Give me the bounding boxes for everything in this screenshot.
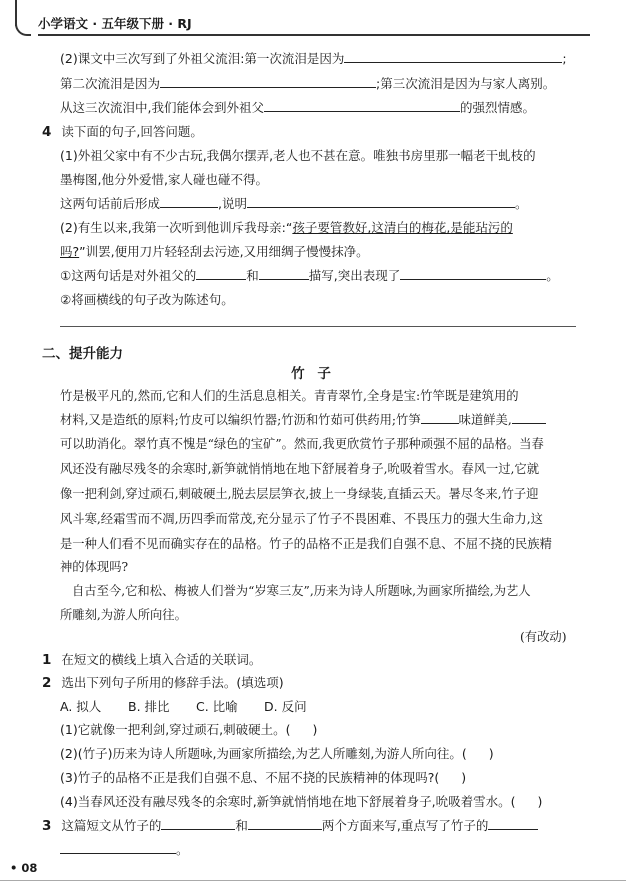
answer-blank[interactable] (247, 195, 515, 208)
answer-blank[interactable] (160, 195, 218, 208)
task-text: 。 (176, 842, 189, 857)
task-text: 这篇短文从竹子的 (61, 818, 162, 833)
q4-p1-line1: (1)外祖父家中有不少古玩,我偶尔摆弄,老人也不甚在意。唯独书房里那一幅老干虬枝的 (60, 148, 536, 163)
answer-blank[interactable] (248, 817, 322, 830)
q4-sub2: ②将画横线的句子改为陈述句。 (60, 292, 234, 307)
story-line (60, 410, 546, 428)
section-title: 二、提升能力 (42, 346, 123, 362)
answer-blank[interactable] (512, 411, 546, 424)
task-text: ) (537, 794, 543, 809)
q4-sub1 (60, 266, 559, 284)
answer-blank[interactable] (488, 817, 538, 830)
q4-text: ”训罢,便用刀片轻轻刮去污迹,又用细绸子慢慢抹净。 (79, 244, 369, 259)
task-number: 1 (42, 652, 52, 668)
q4-prompt: 读下面的句子,回答问题。 (61, 124, 203, 139)
answer-blank[interactable] (259, 267, 309, 280)
q3-text: ; (562, 51, 567, 66)
task-2 (42, 673, 284, 691)
task-2-item-2 (60, 744, 494, 762)
story-line: 所雕刻,为游人所向往。 (60, 608, 187, 622)
task-text: 和 (235, 818, 248, 833)
answer-blank[interactable] (344, 50, 562, 63)
q4-text: ,说明 (218, 196, 247, 211)
q3-line2 (60, 74, 555, 92)
task-text: (1)它就像一把利剑,穿过顽石,刺破硬土。( (60, 722, 291, 737)
underlined-sentence: 吗? (60, 244, 80, 259)
answer-blank[interactable] (400, 267, 546, 280)
q4-text: 描写,突出表现了 (308, 268, 401, 283)
q4-p2-line2 (60, 242, 369, 260)
task-text: (3)竹子的品格不正是我们自强不息、不屈不挠的民族精神的体现吗?( (60, 770, 440, 785)
corner-curve (15, 20, 31, 36)
task-3-cont (60, 840, 189, 858)
story-line: 是一种人们看不见而确实存在的品格。竹子的品格不正是我们自强不息、不屈不挠的民族精 (60, 537, 552, 551)
q4-text: 。 (515, 196, 528, 211)
story-line: 可以助消化。翠竹真不愧是“绿色的宝矿”。然而,我更欣赏竹子那种顽强不屈的品格。当春 (60, 437, 544, 451)
task-text: ) (312, 722, 318, 737)
task-text: ) (461, 770, 467, 785)
story-line: 自古至今,它和松、梅被人们誉为“岁寒三友”,历来为诗人所题咏,为画家所描绘,为艺人 (72, 584, 531, 598)
q4-heading (42, 122, 203, 140)
q4-p2-line1 (60, 218, 513, 236)
story-title: 竹 子 (291, 366, 335, 382)
answer-blank[interactable] (196, 267, 246, 280)
q4-text: (2)有生以来,我第一次听到他训斥我母亲:“ (60, 220, 293, 235)
task-text: 在短文的横线上填入合适的关联词。 (61, 652, 262, 667)
q4-number: 4 (42, 124, 52, 140)
task-text: 两个方面来写,重点写了竹子的 (321, 818, 489, 833)
q3-text: 从这三次流泪中,我们能体会到外祖父 (60, 100, 264, 115)
task-3 (42, 816, 538, 834)
q3-text: ;第三次流泪是因为与家人离别。 (376, 76, 556, 91)
q4-text: 这两句话前后形成 (60, 196, 161, 211)
task-2-item-1 (60, 720, 317, 738)
q4-text: ①这两句话是对外祖父的 (60, 268, 197, 283)
q3-text: 的强烈情感。 (459, 100, 535, 115)
answer-blank[interactable] (161, 817, 235, 830)
answer-blank[interactable] (60, 841, 176, 854)
q4-p1-line3 (60, 194, 528, 212)
answer-blank[interactable] (264, 99, 460, 112)
story-line: 风斗寒,经霜雪而不凋,历四季而常茂,充分显示了竹子不畏困难、不畏压力的强大生命力,这 (60, 512, 543, 526)
q3-text: 第二次流泪是因为 (60, 76, 161, 91)
answer-blank[interactable] (421, 411, 459, 424)
task-text: (4)当春风还没有融尽残冬的余寒时,新笋就悄悄地在地下舒展着身子,吮吸着雪水。( (60, 794, 516, 809)
option-c: C. 比喻 (196, 699, 238, 714)
story-line: 风还没有融尽残冬的余寒时,新笋就悄悄地在地下舒展着身子,吮吸着雪水。春风一过,它就 (60, 462, 540, 476)
answer-line[interactable] (60, 326, 576, 327)
task-number: 2 (42, 675, 52, 691)
story-line: 竹是极平凡的,然而,它和人们的生活息息相关。青青翠竹,全身是宝:竹竿既是建筑用的 (60, 389, 519, 403)
q3-text: (2)课文中三次写到了外祖父流泪:第一次流泪是因为 (60, 51, 345, 66)
story-note: (有改动) (520, 630, 567, 644)
story-line: 神的体现吗? (60, 560, 129, 574)
option-b: B. 排比 (128, 699, 170, 714)
task-number: 3 (42, 818, 52, 834)
option-d: D. 反问 (264, 699, 307, 714)
task-text: ) (488, 746, 494, 761)
story-line: 像一把利剑,穿过顽石,刺破硬土,脱去层层笋衣,披上一身绿装,直插云天。暑尽冬来,竹子迎 (60, 487, 539, 501)
underlined-sentence: 孩子要管教好,这清白的梅花,是能玷污的 (292, 220, 513, 235)
q4-text: 和 (246, 268, 259, 283)
task-text: (2)(竹子)历来为诗人所题咏,为画家所描绘,为艺人所雕刻,为游人所向往。( (60, 746, 467, 761)
q4-p1-line2: 墨梅图,他分外爱惜,家人碰也碰不得。 (60, 172, 268, 187)
q3-line3 (60, 98, 535, 116)
header-rule (38, 34, 590, 36)
story-text: 味道鲜美, (458, 413, 512, 427)
task-1 (42, 650, 261, 668)
answer-blank[interactable] (160, 75, 376, 88)
header-title: 小学语文 · 五年级下册 · RJ (38, 16, 192, 31)
bottom-rule (0, 880, 626, 881)
page-number: • 08 (10, 861, 38, 875)
task-text: 选出下列句子所用的修辞手法。(填选项) (61, 675, 284, 690)
task-2-item-3 (60, 768, 466, 786)
task-2-item-4 (60, 792, 542, 810)
q4-text: 。 (546, 268, 559, 283)
q3-line1 (60, 49, 567, 67)
option-a: A. 拟人 (60, 699, 102, 714)
story-text: 材料,又是造纸的原料;竹皮可以编织竹器;竹沥和竹茹可供药用;竹笋 (60, 413, 421, 427)
